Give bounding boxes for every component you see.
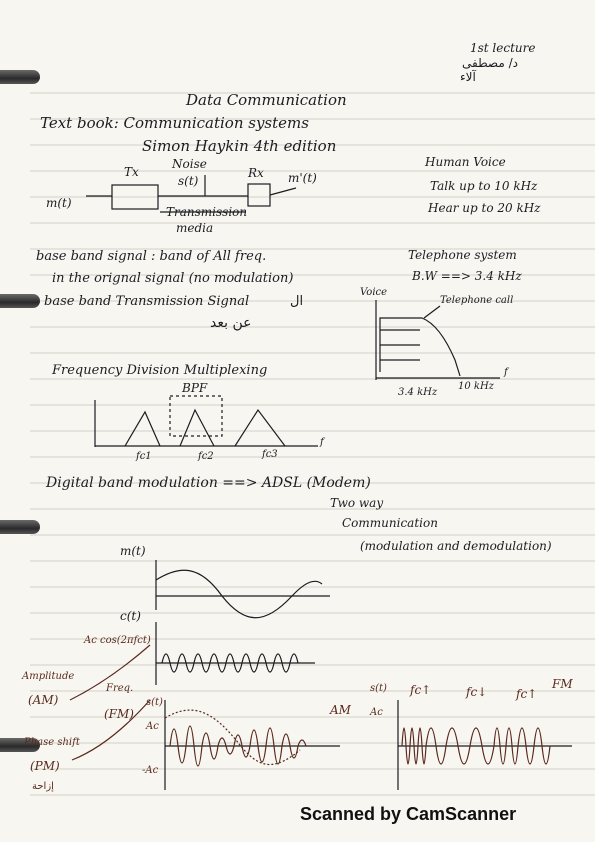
rx-box bbox=[248, 184, 270, 206]
human-voice-title: Human Voice bbox=[425, 155, 506, 169]
wave-am-label: (AM) bbox=[28, 693, 59, 707]
fdm-fc1: fc1 bbox=[136, 451, 152, 462]
wave-st2-label: s(t) bbox=[370, 683, 387, 694]
lecture-label: 1st lecture bbox=[470, 41, 536, 55]
binder-ring-1 bbox=[0, 70, 40, 84]
telephone-tick-1: 3.4 kHz bbox=[398, 387, 438, 398]
fdm-fc2: fc2 bbox=[198, 451, 214, 462]
baseband-arabic: عن بعد bbox=[210, 315, 252, 331]
digital-line-4: (modulation and demodulation) bbox=[360, 539, 552, 553]
wave-carrier-label: Ac cos(2πfct) bbox=[84, 635, 151, 646]
digital-line-3: Communication bbox=[342, 516, 438, 530]
wave-fc-up: fc↑ bbox=[410, 683, 432, 697]
textbook-line-1: Text book: Communication systems bbox=[40, 114, 309, 132]
wave-freq-label: Freq. bbox=[106, 683, 134, 694]
baseband-line-2: in the orignal signal (no modulation) bbox=[52, 271, 294, 286]
medium-label-1: Transmission bbox=[166, 205, 248, 219]
wave-fc-down: fc↓ bbox=[466, 685, 488, 699]
fdm-band-2 bbox=[180, 410, 214, 446]
digital-line-1: Digital band modulation ==> ADSL (Modem) bbox=[46, 475, 371, 491]
telephone-y-label: Voice bbox=[360, 287, 388, 298]
output-label: m'(t) bbox=[288, 171, 317, 185]
wave-fm-label: (FM) bbox=[104, 707, 134, 721]
arabic-header-1: د/ مصطفى bbox=[462, 56, 518, 70]
telephone-title: Telephone system bbox=[408, 248, 517, 262]
wave-ac-label: Ac bbox=[146, 721, 159, 732]
wave-st-label: s(t) bbox=[146, 697, 163, 708]
wave-ct-label: c(t) bbox=[120, 609, 141, 623]
telephone-tick-2: 10 kHz bbox=[458, 381, 494, 392]
human-voice-hear: Hear up to 20 kHz bbox=[428, 201, 541, 215]
arabic-header-2: آلاء bbox=[460, 70, 476, 84]
page-title: Data Communication bbox=[186, 91, 347, 109]
binder-ring-2 bbox=[0, 294, 40, 308]
mt-wave bbox=[156, 570, 322, 618]
scanner-watermark: Scanned by CamScanner bbox=[300, 804, 517, 824]
wave-mt-label: m(t) bbox=[120, 544, 146, 558]
digital-line-2: Two way bbox=[330, 496, 384, 510]
wave-pm-label: (PM) bbox=[30, 759, 60, 773]
wave-arabic-note: إزاحة bbox=[32, 781, 54, 792]
rx-label: Rx bbox=[248, 166, 264, 180]
fdm-band-3 bbox=[235, 410, 285, 446]
input-label: m(t) bbox=[46, 196, 72, 210]
fdm-title: Frequency Division Multiplexing bbox=[52, 363, 268, 378]
telephone-bw: B.W ==> 3.4 kHz bbox=[412, 269, 522, 283]
tx-label: Tx bbox=[124, 165, 139, 179]
wave-amplitude-label: Amplitude bbox=[22, 671, 75, 682]
signal-label: s(t) bbox=[178, 174, 199, 188]
telephone-call-label: Telephone call bbox=[440, 295, 514, 306]
wave-neg-ac-label: -Ac bbox=[142, 765, 159, 776]
baseband-arabic-prefix: ال bbox=[290, 294, 304, 309]
binder-ring-3 bbox=[0, 520, 40, 534]
textbook-line-2: Simon Haykin 4th edition bbox=[142, 137, 337, 155]
fdm-axis: f bbox=[320, 437, 324, 448]
human-voice-talk: Talk up to 10 kHz bbox=[430, 179, 538, 193]
baseband-line-3: base band Transmission Signal bbox=[44, 294, 250, 309]
fdm-bpf-label: BPF bbox=[182, 381, 208, 395]
wave-ac2-label: Ac bbox=[370, 707, 383, 718]
tel-call-pointer bbox=[424, 306, 440, 318]
wave-phase-label: Phase shift bbox=[24, 737, 80, 748]
wave-fm-tag: FM bbox=[552, 677, 573, 691]
noise-label: Noise bbox=[172, 157, 207, 171]
wave-am-tag: AM bbox=[330, 703, 351, 717]
am-envelope bbox=[165, 710, 300, 764]
medium-label-2: media bbox=[176, 221, 214, 235]
wave-fc-up-2: fc↑ bbox=[516, 687, 538, 701]
fdm-band-1 bbox=[125, 412, 160, 446]
output-arrow bbox=[270, 188, 296, 195]
telephone-x-label: f bbox=[504, 367, 508, 378]
baseband-line-1: base band signal : band of All freq. bbox=[36, 249, 267, 264]
fdm-fc3: fc3 bbox=[262, 449, 278, 460]
fdm-bpf-box bbox=[170, 396, 222, 436]
